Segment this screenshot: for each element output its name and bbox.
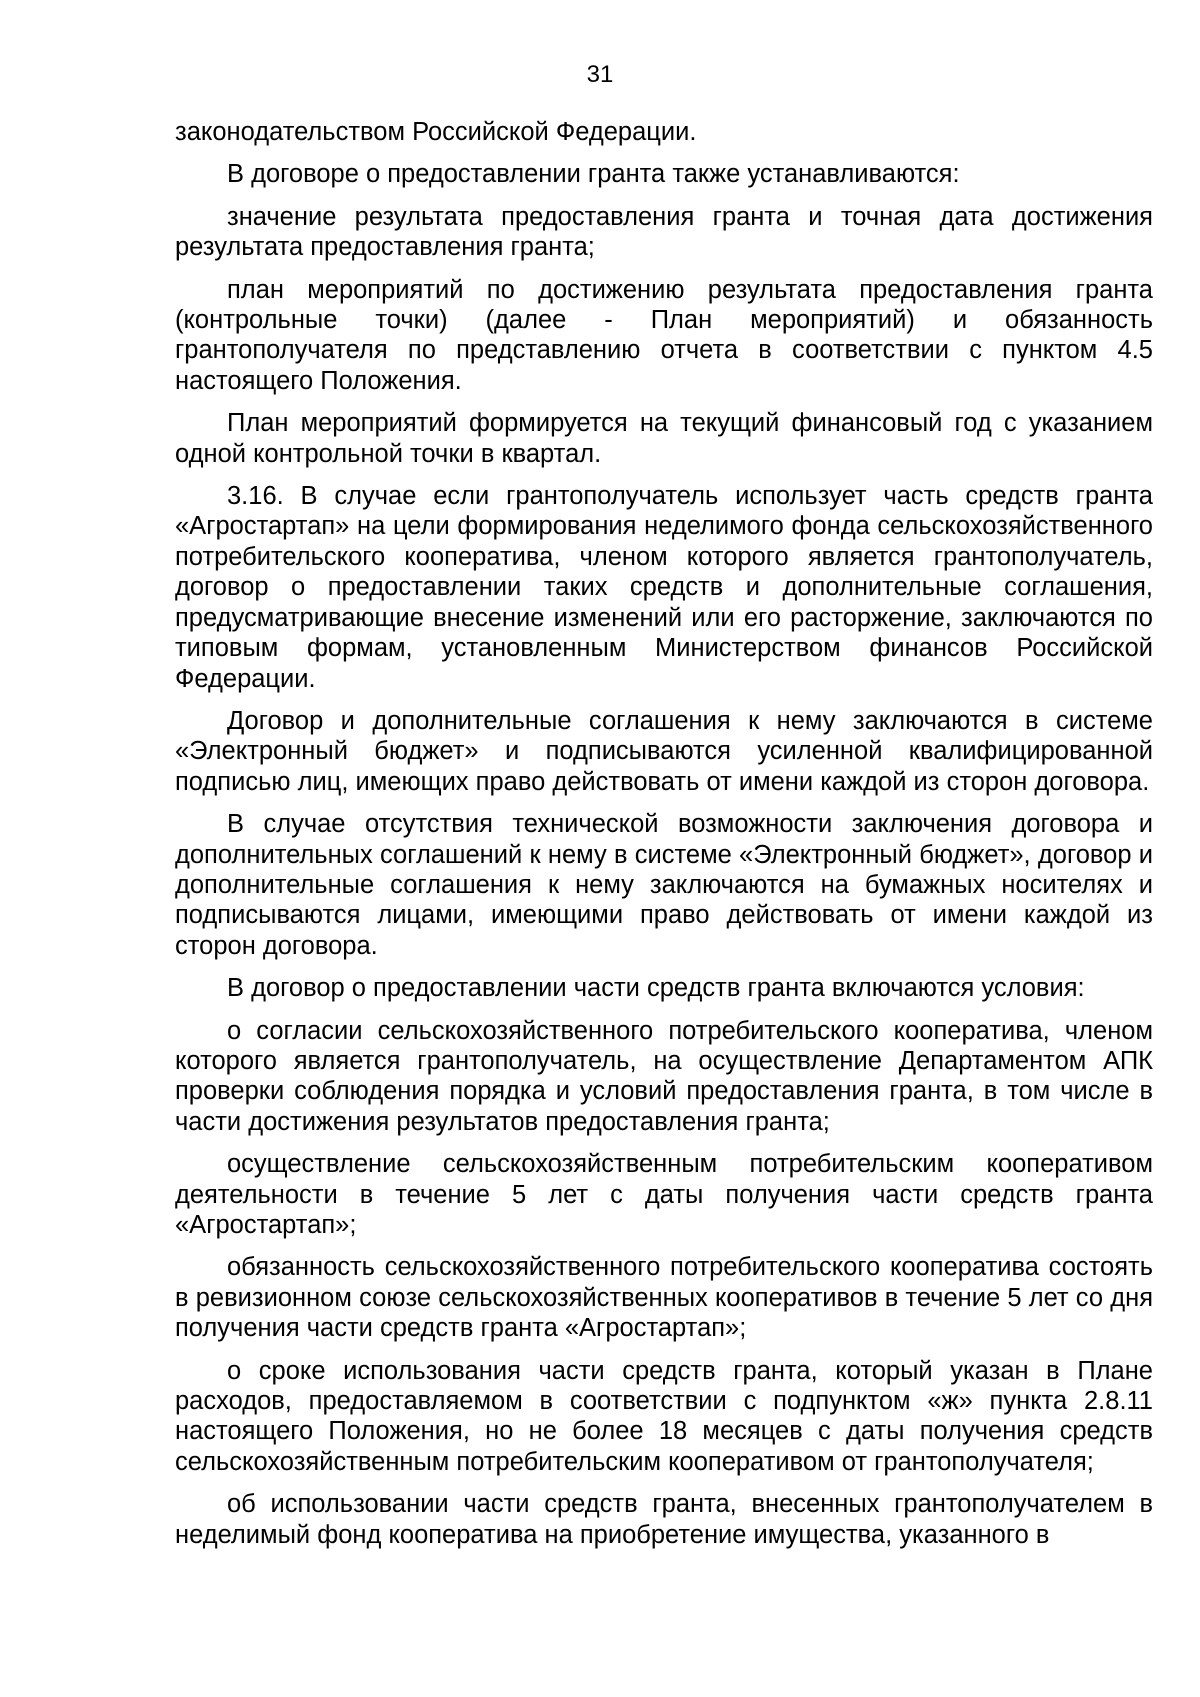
paragraph-action-plan: план мероприятий по достижению результата предоставления гранта (контрольные точки) (далее - План мероприятий) и обязанность грантополучателя по представлению отчета в соответствии с пунктом 4.5 настоящего Положения. — [175, 275, 1153, 395]
paragraph-condition-consent: о согласии сельскохозяйственного потребительского кооператива, членом которого является грантополучатель, на осуществление Департаментом АПК проверки соблюдения порядка и условий предоставления гранта, в том числе в части достижения результатов предоставления гранта; — [175, 1016, 1153, 1136]
page-number: 31 — [586, 61, 614, 88]
paragraph-condition-fund-usage: об использовании части средств гранта, внесенных грантополучателем в неделимый фонд кооператива на приобретение имущества, указанного в — [175, 1490, 1153, 1549]
paragraph-electronic-budget: Договор и дополнительные соглашения к нему заключаются в системе «Электронный бюджет» и подписываются усиленной квалифицированной подписью лиц, имеющих право действовать от имени каждой из сторон договора. — [175, 706, 1153, 796]
paragraph-continuation: законодательством Российской Федерации. — [175, 118, 697, 146]
paragraph-clause-3-16: 3.16. В случае если грантополучатель использует часть средств гранта «Агростартап» на цели формирования неделимого фонда сельскохозяйственного потребительского кооператива, членом которого является грантополучатель, договор о предоставлении таких средств и дополнительные соглашения, предусматривающие внесение изменений или его расторжение, заключаются по типовым формам, установленным Министерством финансов Российской Федерации. — [175, 482, 1153, 693]
paragraph-condition-activity: осуществление сельскохозяйственным потребительским кооперативом деятельности в течение 5 лет с даты получения части средств гранта «Агростартап»; — [175, 1150, 1153, 1239]
paragraph-condition-audit-union: обязанность сельскохозяйственного потребительского кооператива состоять в ревизионном союзе сельскохозяйственных кооперативов в течение 5 лет со дня получения части средств гранта «Агростартап»; — [175, 1253, 1153, 1343]
paragraph-condition-usage-term: о сроке использования части средств гранта, который указан в Плане расходов, предоставляемом в соответствии с подпунктом «ж» пункта 2.8.11 настоящего Положения, но не более 18 месяцев с даты получения средств сельскохозяйственным потребительским кооперативом от грантополучателя; — [175, 1356, 1153, 1476]
paragraph-conditions-intro: В договор о предоставлении части средств гранта включаются условия: — [227, 974, 1085, 1003]
paragraph-action-plan-schedule: План мероприятий формируется на текущий финансовый год с указанием одной контрольной точки в квартал. — [175, 409, 1153, 468]
paragraph-contract-terms-intro: В договоре о предоставлении гранта также устанавливаются: — [227, 160, 960, 189]
paragraph-paper-contracts: В случае отсутствия технической возможности заключения договора и дополнительных соглашений к нему в системе «Электронный бюджет», договор и дополнительные соглашения к нему заключаются на бумажных носителях и подписываются лицами, имеющими право действовать от имени каждой из сторон договора. — [175, 810, 1153, 960]
paragraph-result-value: значение результата предоставления гранта и точная дата достижения результата предоставления гранта; — [175, 202, 1153, 262]
document-body — [175, 117, 1153, 1550]
